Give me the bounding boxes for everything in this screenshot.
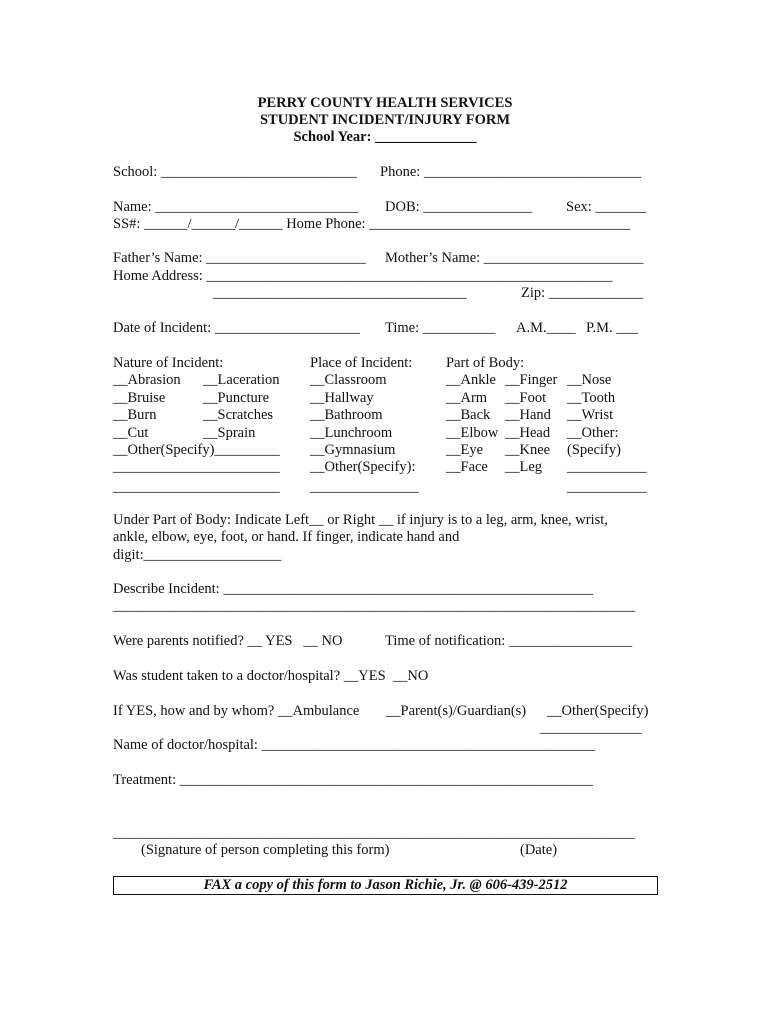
nature-other-blank-2[interactable]: _______________________ <box>113 479 280 495</box>
school-field[interactable]: School: ___________________________ <box>113 164 357 180</box>
body-option-hand[interactable]: __Hand <box>505 407 551 423</box>
zip-field[interactable]: Zip: _____________ <box>521 285 644 301</box>
doctor-hospital-name-field[interactable]: Name of doctor/hospital: ______________________________________________ <box>113 737 596 753</box>
body-option-eye[interactable]: __Eye <box>446 442 484 458</box>
nature-option-puncture[interactable]: __Puncture <box>203 390 270 406</box>
body-option-back[interactable]: __Back <box>446 407 491 423</box>
treatment-field[interactable]: Treatment: _________________________________________________________ <box>113 772 593 788</box>
nature-heading: Nature of Incident: <box>113 355 224 371</box>
place-heading: Place of Incident: <box>310 355 413 371</box>
time-of-notification-field[interactable]: Time of notification: _________________ <box>385 633 633 649</box>
digit-field[interactable]: digit:___________________ <box>113 547 282 563</box>
father-name-field[interactable]: Father’s Name: ______________________ <box>113 250 366 266</box>
signature-line[interactable]: ________________________________________________________________________ <box>113 825 635 841</box>
date-label: (Date) <box>520 842 558 858</box>
body-part-heading: Part of Body: <box>446 355 525 371</box>
place-option-lunchroom[interactable]: __Lunchroom <box>310 425 393 441</box>
am-option[interactable]: A.M.____ <box>516 320 576 336</box>
if-yes-parent-guardian-option[interactable]: __Parent(s)/Guardian(s) <box>386 703 527 719</box>
under-part-instructions-1: Under Part of Body: Indicate Left__ or Right __ if injury is to a leg, arm, knee, wrist, <box>113 512 608 528</box>
nature-option-sprain[interactable]: __Sprain <box>203 425 256 441</box>
phone-field[interactable]: Phone: ______________________________ <box>380 164 642 180</box>
body-option-arm[interactable]: __Arm <box>446 390 488 406</box>
fax-instructions-box: FAX a copy of this form to Jason Richie, Jr. @ 606-439-2512 <box>113 876 658 895</box>
body-option-tooth[interactable]: __Tooth <box>567 390 616 406</box>
date-of-incident-field[interactable]: Date of Incident: ____________________ <box>113 320 360 336</box>
mother-name-field[interactable]: Mother’s Name: ______________________ <box>385 250 644 266</box>
nature-other-blank-1[interactable]: _______________________ <box>113 459 280 475</box>
body-option-head[interactable]: __Head <box>505 425 551 441</box>
ss-home-phone-field[interactable]: SS#: ______/______/______ Home Phone: ____________________________________ <box>113 216 631 232</box>
form-title: STUDENT INCIDENT/INJURY FORM <box>259 112 511 128</box>
parents-notified-question[interactable]: Were parents notified? __ YES __ NO <box>113 633 343 649</box>
describe-incident-line2[interactable]: ________________________________________________________________________ <box>113 598 635 614</box>
nature-option-other[interactable]: __Other(Specify)_________ <box>113 442 280 458</box>
body-option-leg[interactable]: __Leg <box>505 459 543 475</box>
nature-option-cut[interactable]: __Cut <box>113 425 149 441</box>
body-option-elbow[interactable]: __Elbow <box>446 425 499 441</box>
body-option-wrist[interactable]: __Wrist <box>567 407 614 423</box>
home-address-line2[interactable]: ___________________________________ <box>213 285 467 301</box>
dob-field[interactable]: DOB: _______________ <box>385 199 533 215</box>
body-other-blank-1[interactable]: ___________ <box>567 459 647 475</box>
body-option-ankle[interactable]: __Ankle <box>446 372 496 388</box>
body-option-finger[interactable]: __Finger <box>505 372 558 388</box>
if-yes-ambulance-option[interactable]: If YES, how and by whom? __Ambulance <box>113 703 360 719</box>
school-year-field[interactable]: School Year: ______________ <box>293 129 477 145</box>
body-option-knee[interactable]: __Knee <box>505 442 551 458</box>
nature-option-bruise[interactable]: __Bruise <box>113 390 166 406</box>
time-field[interactable]: Time: __________ <box>385 320 496 336</box>
body-option-face[interactable]: __Face <box>446 459 488 475</box>
place-option-hallway[interactable]: __Hallway <box>310 390 374 406</box>
if-yes-other-blank[interactable]: ______________ <box>540 720 642 736</box>
place-option-bathroom[interactable]: __Bathroom <box>310 407 383 423</box>
place-option-classroom[interactable]: __Classroom <box>310 372 387 388</box>
body-option-foot[interactable]: __Foot <box>505 390 547 406</box>
org-title: PERRY COUNTY HEALTH SERVICES <box>257 95 513 111</box>
doctor-hospital-question[interactable]: Was student taken to a doctor/hospital? __YES __NO <box>113 668 429 684</box>
if-yes-other-option[interactable]: __Other(Specify) <box>547 703 649 719</box>
body-option-nose[interactable]: __Nose <box>567 372 612 388</box>
pm-option[interactable]: P.M. ___ <box>586 320 638 336</box>
body-option-other[interactable]: __Other: <box>567 425 619 441</box>
under-part-instructions-2: ankle, elbow, eye, foot, or hand. If finger, indicate hand and <box>113 529 460 545</box>
name-field[interactable]: Name: ____________________________ <box>113 199 359 215</box>
nature-option-abrasion[interactable]: __Abrasion <box>113 372 181 388</box>
sex-field[interactable]: Sex: _______ <box>566 199 647 215</box>
place-other-blank[interactable]: _______________ <box>310 479 419 495</box>
nature-option-burn[interactable]: __Burn <box>113 407 157 423</box>
body-other-specify-label: (Specify) <box>567 442 621 458</box>
nature-option-scratches[interactable]: __Scratches <box>203 407 274 423</box>
body-other-blank-2[interactable]: ___________ <box>567 479 647 495</box>
place-option-other[interactable]: __Other(Specify): <box>310 459 416 475</box>
describe-incident-field[interactable]: Describe Incident: ___________________________________________________ <box>113 581 594 597</box>
place-option-gymnasium[interactable]: __Gymnasium <box>310 442 396 458</box>
home-address-field[interactable]: Home Address: ________________________________________________________ <box>113 268 613 284</box>
signature-label: (Signature of person completing this form) <box>141 842 390 858</box>
nature-option-laceration[interactable]: __Laceration <box>203 372 280 388</box>
